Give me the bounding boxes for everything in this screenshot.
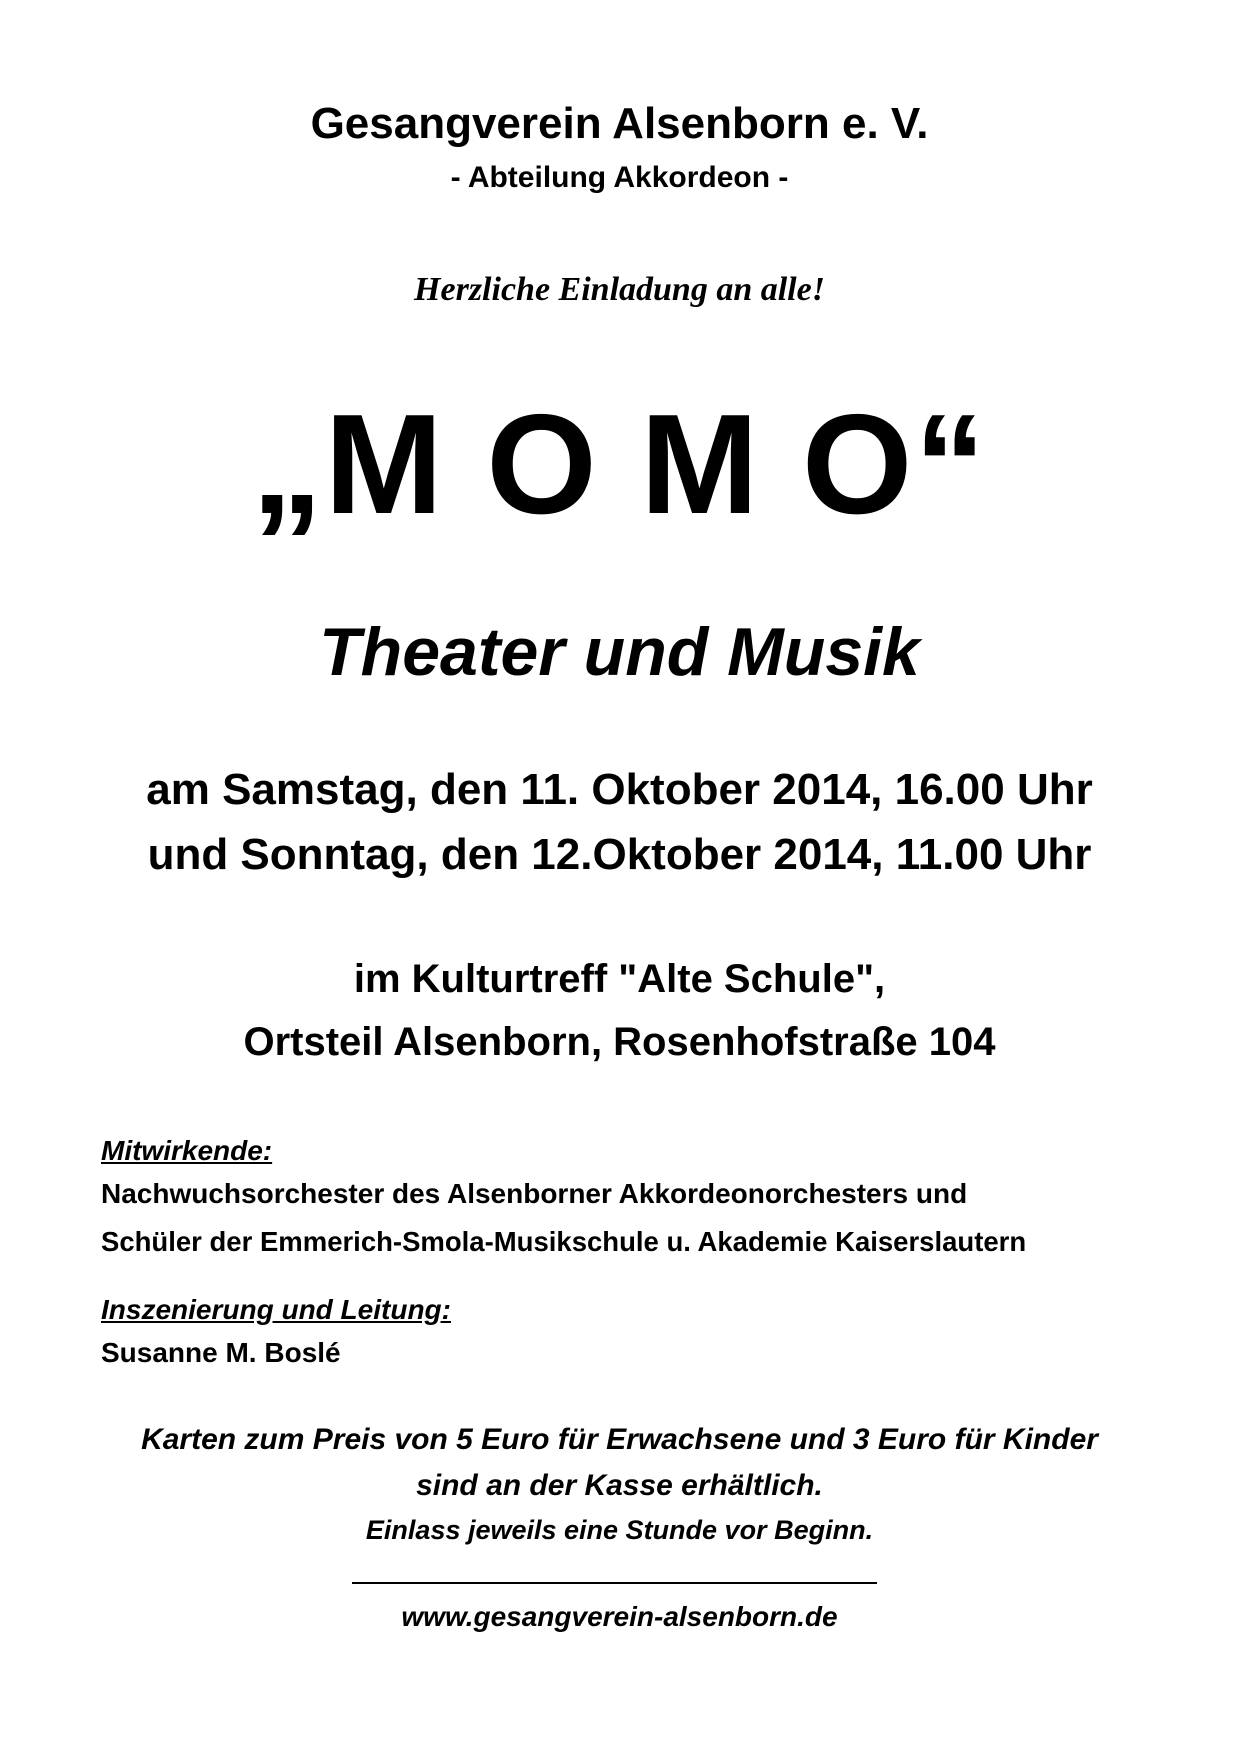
- direction-name: Susanne M. Boslé: [101, 1337, 341, 1368]
- direction-heading: Inszenierung und Leitung:: [101, 1294, 451, 1325]
- invitation-text: Herzliche Einladung an alle!: [414, 271, 825, 308]
- website-url: www.gesangverein-alsenborn.de: [401, 1601, 838, 1632]
- venue-address: Ortsteil Alsenborn, Rosenhofstraße 104: [243, 1020, 996, 1064]
- organization-name: Gesangverein Alsenborn e. V.: [310, 99, 929, 148]
- participants-line: Nachwuchsorchester des Alsenborner Akkordeonorchesters und: [101, 1178, 968, 1209]
- ticket-price-info: Karten zum Preis von 5 Euro für Erwachsene und 3 Euro für Kinder: [141, 1423, 1098, 1456]
- participants-heading: Mitwirkende:: [101, 1135, 273, 1166]
- event-date-sunday: und Sonntag, den 12.Oktober 2014, 11.00 Uhr: [147, 830, 1092, 879]
- event-title: „M O M O“: [251, 385, 988, 544]
- venue-name: im Kulturtreff "Alte Schule",: [353, 957, 886, 1001]
- ticket-availability-info: sind an der Kasse erhältlich.: [416, 1469, 823, 1502]
- footer-divider: [352, 1582, 877, 1584]
- organization-department: - Abteilung Akkordeon -: [450, 161, 789, 194]
- event-subtitle: Theater und Musik: [319, 614, 920, 690]
- admission-info: Einlass jeweils eine Stunde vor Beginn.: [365, 1515, 874, 1545]
- event-date-saturday: am Samstag, den 11. Oktober 2014, 16.00 Uhr: [146, 765, 1093, 814]
- participants-line: Schüler der Emmerich-Smola-Musikschule u. Akademie Kaiserslautern: [101, 1226, 1027, 1257]
